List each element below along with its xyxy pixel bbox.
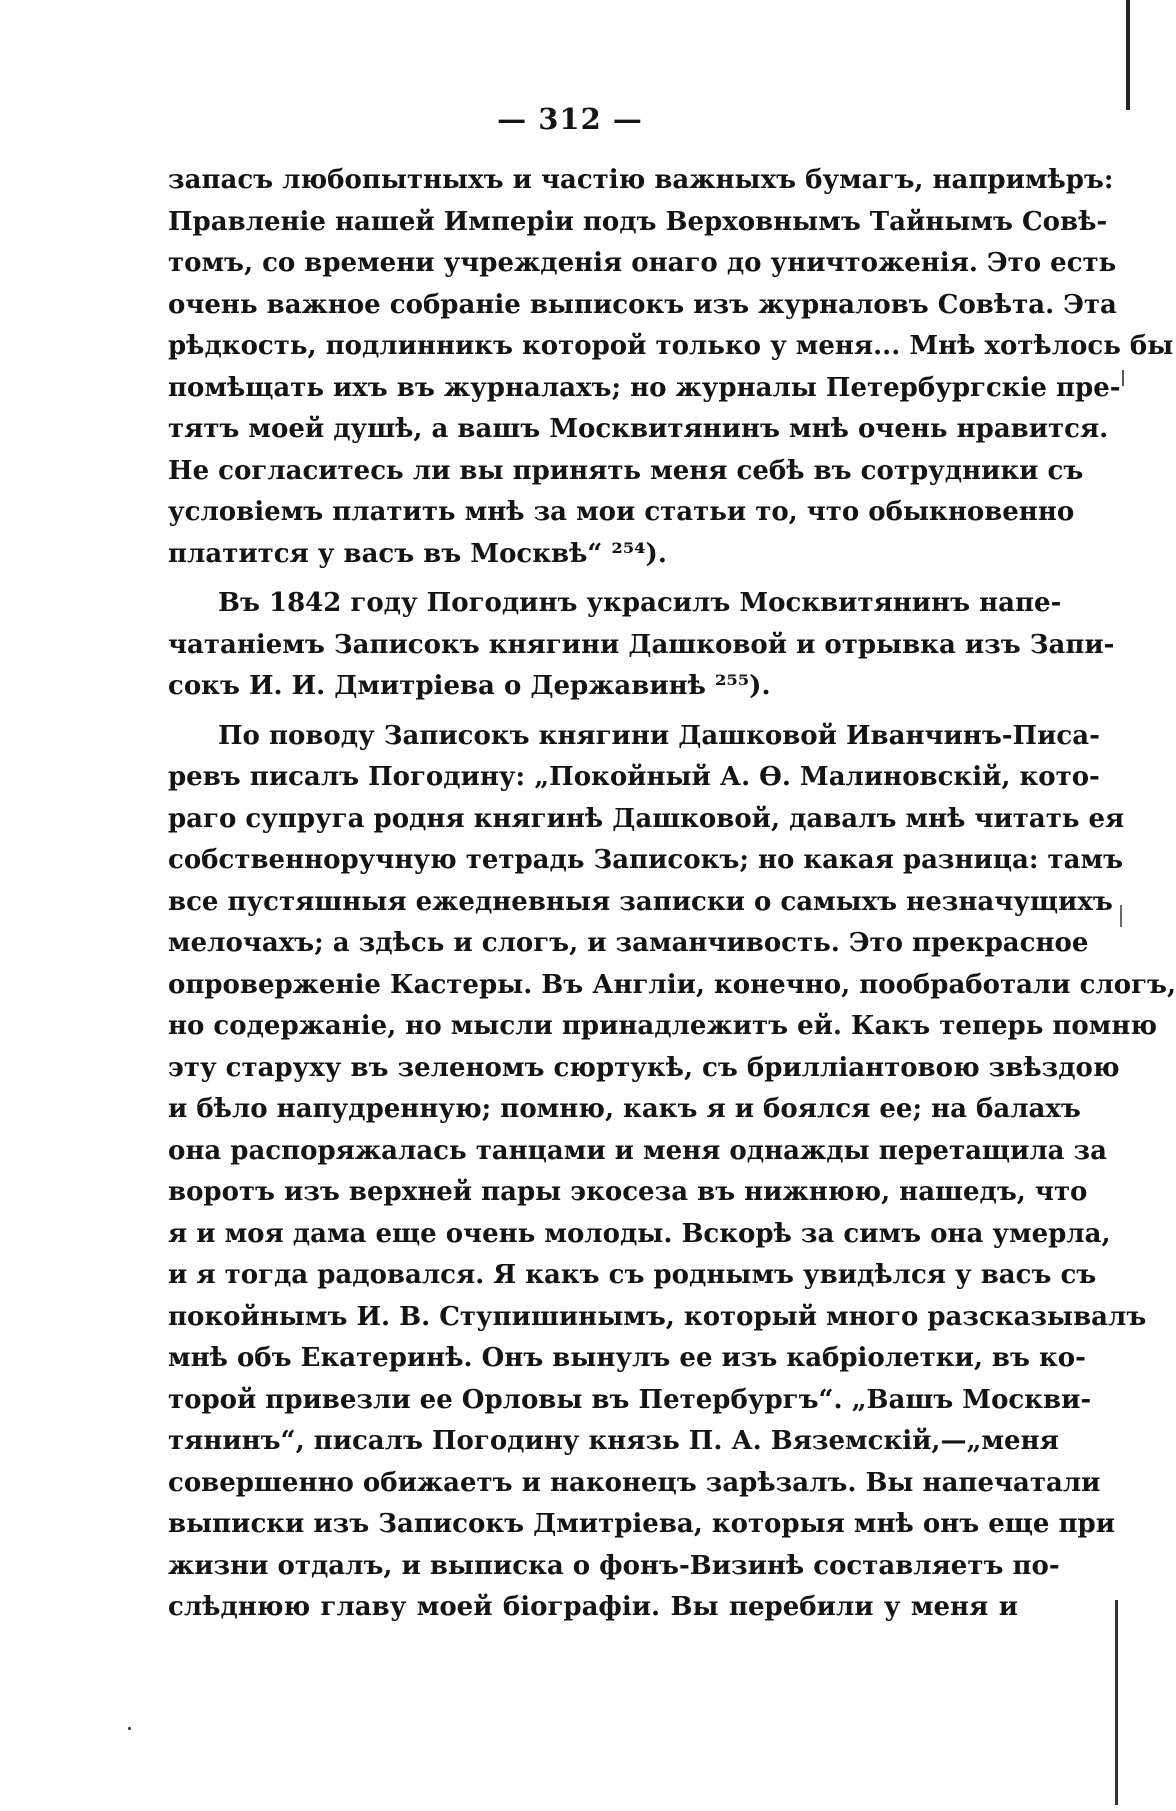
scan-edge-mark [1126, 0, 1130, 110]
text-line: По поводу Записокъ княгини Дашковой Иванчинъ-Писа- [218, 720, 1100, 751]
text-line: и бѣло напудренную; помню, какъ я и боялся ее; на балахъ [168, 1094, 1081, 1124]
text-line: я и моя дама еще очень молоды. Вскорѣ за симъ она умерла, [168, 1218, 1111, 1249]
text-line: собственноручную тетрадь Записокъ; но какая разница: тамъ [168, 845, 1124, 875]
text-line: совершенно обижаетъ и наконецъ зарѣзалъ. Вы напечатали [168, 1467, 1101, 1498]
text-line: опроверженіе Кастеры. Въ Англіи, конечно, пообработали слогъ, [168, 969, 1176, 1000]
text-line: выписки изъ Записокъ Дмитріева, которыя мнѣ онъ еще при [168, 1509, 1115, 1539]
text-line: эту старуху въ зеленомъ сюртукѣ, съ бриллiантовою звѣздою [168, 1052, 1120, 1083]
page-number: — 312 — [497, 102, 643, 136]
body-text [168, 160, 1176, 1629]
paragraph [168, 716, 1176, 1629]
text-line: но содержаніе, но мысли принадлежитъ ей. Какъ теперь помню [168, 1011, 1158, 1041]
text-line: мелочахъ; а здѣсь и слогъ, и заманчивость. Это прекрасное [168, 928, 1089, 958]
text-line: сокъ И. И. Дмитріева о Державинѣ ²⁵⁵). [168, 671, 771, 701]
text-line: помѣщать ихъ въ журналахъ; но журналы Петербургскіе пре- [168, 372, 1121, 403]
text-line: ревъ писалъ Погодину: „Покойный А. Ѳ. Малиновскій, кото- [168, 762, 1100, 792]
text-line: очень важное собраніе выписокъ изъ журналовъ Совѣта. Эта [168, 289, 1117, 320]
text-line: платится у васъ въ Москвѣ“ ²⁵⁴). [168, 538, 667, 569]
text-line: Правленіе нашей Имперіи подъ Верховнымъ Тайнымъ Совѣ- [168, 206, 1108, 237]
text-line: тянинъ“, писалъ Погодину князь П. А. Вяземскій,—„меня [168, 1426, 1059, 1456]
text-line: торой привезли ее Орловы въ Петербургъ“. „Вашъ Москви- [168, 1384, 1092, 1415]
text-line: Не согласитесь ли вы принять меня себѣ въ сотрудники съ [168, 455, 1084, 486]
text-line: мнѣ объ Екатеринѣ. Онъ вынулъ ее изъ кабріолетки, въ ко- [168, 1343, 1086, 1373]
text-line: Въ 1842 году Погодинъ украсилъ Москвитянинъ напе- [218, 588, 1062, 618]
text-line: все пустяшныя ежедневныя записки о самыхъ незначущихъ [168, 886, 1113, 917]
text-line: чатаніемъ Записокъ княгини Дашковой и отрывка изъ Запи- [168, 629, 1115, 660]
text-line: воротъ изъ верхней пары экосеза въ нижнюю, нашедъ, что [168, 1177, 1088, 1207]
text-line: слѣднюю главу моей біографіи. Вы перебили у меня и [168, 1592, 1018, 1622]
text-line: запасъ любопытныхъ и частію важныхъ бумагъ, напримѣръ: [168, 165, 1114, 195]
scan-edge-mark [1122, 370, 1124, 386]
text-line: рѣдкость, подлинникъ которой только у меня... Мнѣ хотѣлось бы [168, 331, 1174, 361]
text-line: покойнымъ И. В. Ступишинымъ, который много разсказывалъ [168, 1301, 1147, 1332]
text-line: жизни отдалъ, и выписка о фонъ-Визинѣ составляетъ по- [168, 1550, 1060, 1581]
text-line: она распоряжалась танцами и меня однажды перетащила за [168, 1135, 1107, 1166]
text-line: условіемъ платить мнѣ за мои статьи то, что обыкновенно [168, 497, 1075, 527]
text-line: и я тогда радовался. Я какъ съ роднымъ увидѣлся у васъ съ [168, 1260, 1097, 1290]
scan-edge-mark [1120, 905, 1122, 927]
scan-speck [128, 1727, 131, 1730]
scan-edge-mark [1115, 1600, 1118, 1805]
text-line: тятъ моей душѣ, а вашъ Москвитянинъ мнѣ очень нравится. [168, 414, 1109, 444]
paragraph [168, 160, 1174, 575]
paragraph [168, 583, 1115, 708]
text-line: раго супруга родня княгинѣ Дашковой, давалъ мнѣ читать ея [168, 803, 1125, 834]
text-line: томъ, со времени учрежденія онаго до уничтоженія. Это есть [168, 248, 1117, 278]
